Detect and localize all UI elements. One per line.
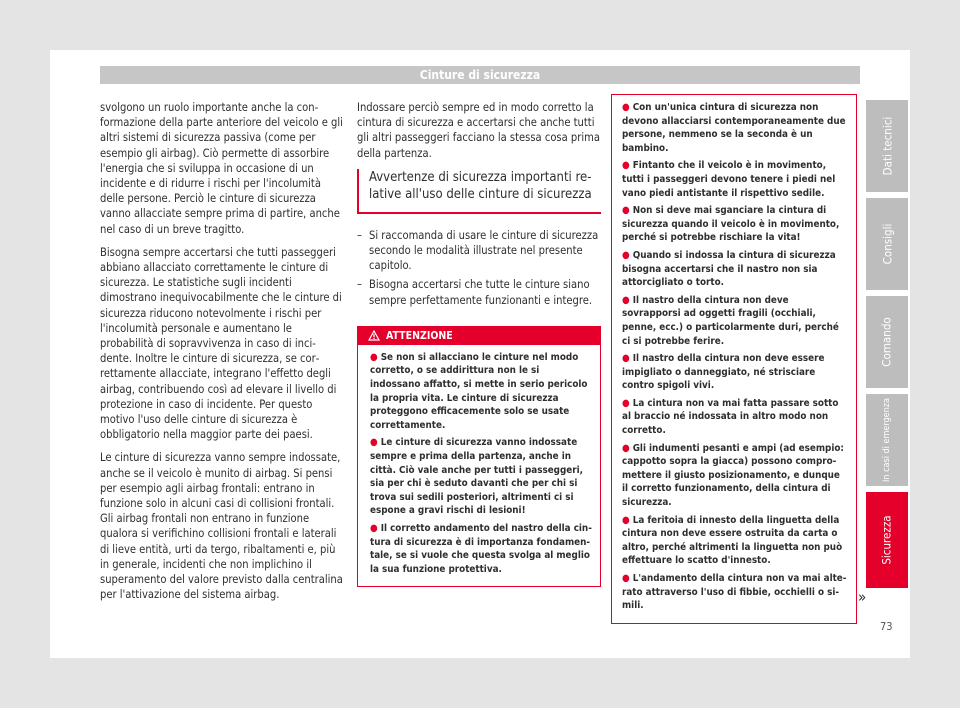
column-left (100, 100, 343, 611)
list-item: – Bisogna accertarsi che tutte le cinture siano sempre perfettamente funzionanti e integre. (357, 278, 593, 307)
section-header: Cinture di sicurezza (100, 66, 860, 84)
column-right (611, 94, 857, 624)
tab-in-casi-di-emergenza[interactable]: In casi di emergenza (866, 394, 908, 486)
tab-comando[interactable]: Comando (866, 296, 908, 388)
warning-list (358, 345, 600, 577)
paragraph: svolgono un ruolo importante anche la conformazione della parte anteriore del veicolo e gli altri sistemi di sicurezza passiva (come per esempio gli airbag). Ciò permette di assorbire l'energia che si sviluppa in occasione di un incidente e di ridurre i rischi per l'incolumità delle persone. Perciò le cinture di sicurezza vanno allacciate sempre prima di partire, anche nel caso di un breve tragitto. (100, 101, 343, 236)
warning-box-continued (611, 94, 857, 624)
tab-dati-tecnici[interactable]: Dati tecnici (866, 100, 908, 192)
page-number: 73 (880, 620, 893, 633)
paragraph: Le cinture di sicurezza vanno sempre indossate, anche se il veicolo è munito di airbag. Si pensi per esempio agli airbag frontali: entrano in funzione solo in alcuni casi di collisioni frontali. Gli airbag frontali non entrano in funzione qualora si verifichino collisioni frontali e laterali di lieve entità, urti da tergo, ribaltamenti e, più in generale, incidenti che non implichino il superamento del valore previsto dalla centralina per l'attivazione del sistema airbag. (100, 451, 343, 602)
warning-item: ● Il nastro della cintura non deve sovrapporsi ad oggetti fragili (occhiali, penne, ecc.) o particolarmente duri, perché ci si potrebbe ferire. (622, 294, 839, 347)
warning-triangle-icon (368, 330, 380, 341)
warning-item: ● Non si deve mai sganciare la cintura di sicurezza quando il veicolo è in movimento, perché si potrebbe rischiare la vita! (622, 205, 840, 244)
warning-item: ● Il corretto andamento del nastro della cintura di sicurezza è di importanza fondamentale, se si vuole che questa svolga al meglio la sua funzione protettiva. (370, 522, 592, 575)
warning-box (357, 326, 601, 588)
continue-arrow-icon: » (858, 588, 867, 606)
warning-item: ● Il nastro della cintura non deve essere impigliato o danneggiato, né strisciare contro spigoli vivi. (622, 353, 825, 392)
warning-title: ATTENZIONE (358, 327, 600, 345)
tab-consigli[interactable]: Consigli (866, 198, 908, 290)
intro-paragraph: Indossare perciò sempre ed in modo corretto la cintura di sicurezza e accertarsi che anche tutti gli altri passeggeri facciano la stessa cosa prima della partenza. (357, 101, 600, 160)
list-item: – Si raccomanda di usare le cinture di sicurezza secondo le modalità illustrate nel presente capitolo. (357, 228, 599, 273)
warning-item: ● Fintanto che il veicolo è in movimento, tutti i passeggeri devono tenere i piedi nel vano piedi antistante il rispettivo sedile. (622, 160, 836, 199)
column-middle (357, 100, 601, 587)
warning-item: ● L'andamento della cintura non va mai alterato attraverso l'uso di fibbie, occhielli o simili. (622, 573, 847, 612)
warning-item: ● Gli indumenti pesanti e ampi (ad esempio: cappotto sopra la giacca) possono compromettere il giusto posizionamento, e dunque il corretto funzionamento, della cintura di sicurezza. (622, 442, 844, 509)
warning-item: ● Le cinture di sicurezza vanno indossate sempre e prima della partenza, anche in città. Ciò vale anche per tutti i passeggeri, sia per chi è seduto davanti che per chi si trova sui sedili posteriori, altrimenti ci si espone a gravi rischi di lesioni! (370, 437, 584, 517)
warning-item: ● La cintura non va mai fatta passare sotto al braccio né indossata in altro modo non corretto. (622, 397, 839, 437)
warning-item: ● Se non si allacciano le cinture nel modo corretto, o se addirittura non le si indossano affatto, si mette in serio pericolo la propria vita. Le cinture di sicurezza proteggono efficacemente solo se usate correttamente. (370, 351, 588, 431)
tab-sicurezza[interactable]: Sicurezza (866, 492, 908, 588)
warning-item: ● Con un'unica cintura di sicurezza non devono allacciarsi contemporaneamente due persone, nemmeno se la seconda è un bambino. (622, 102, 846, 154)
paragraph: Bisogna sempre accertarsi che tutti passeggeri abbiano allacciato correttamente le cinture di sicurezza. Le statistiche sugli incidenti dimostrano inequivocabilmente che le cinture di sicurezza riducono notevolmente i rischi per l'incolumità personale e aumentano le probabilità di sopravvivenza in caso di incidente. Inoltre le cinture di sicurezza, se correttamente allacciate, integrano l'effetto degli airbag, contribuendo così ad elevare il livello di protezione in caso di incidente. Per questo motivo l'uso delle cinture di sicurezza è obbligatorio nella maggior parte dei paesi. (100, 245, 342, 442)
warning-item: ● La feritoia di innesto della linguetta della cintura non deve essere ostruita da carta o altro, perché altrimenti la linguetta non può effettuare lo scatto d'innesto. (622, 514, 843, 567)
warning-item: ● Quando si indossa la cintura di sicurezza bisogna accertarsi che il nastro non sia attorcigliato o torto. (622, 249, 836, 289)
warning-list (622, 101, 848, 613)
subheading: Avvertenze di sicurezza importanti relative all'uso delle cinture di sicurezza (357, 169, 601, 214)
dash-list (357, 228, 601, 308)
